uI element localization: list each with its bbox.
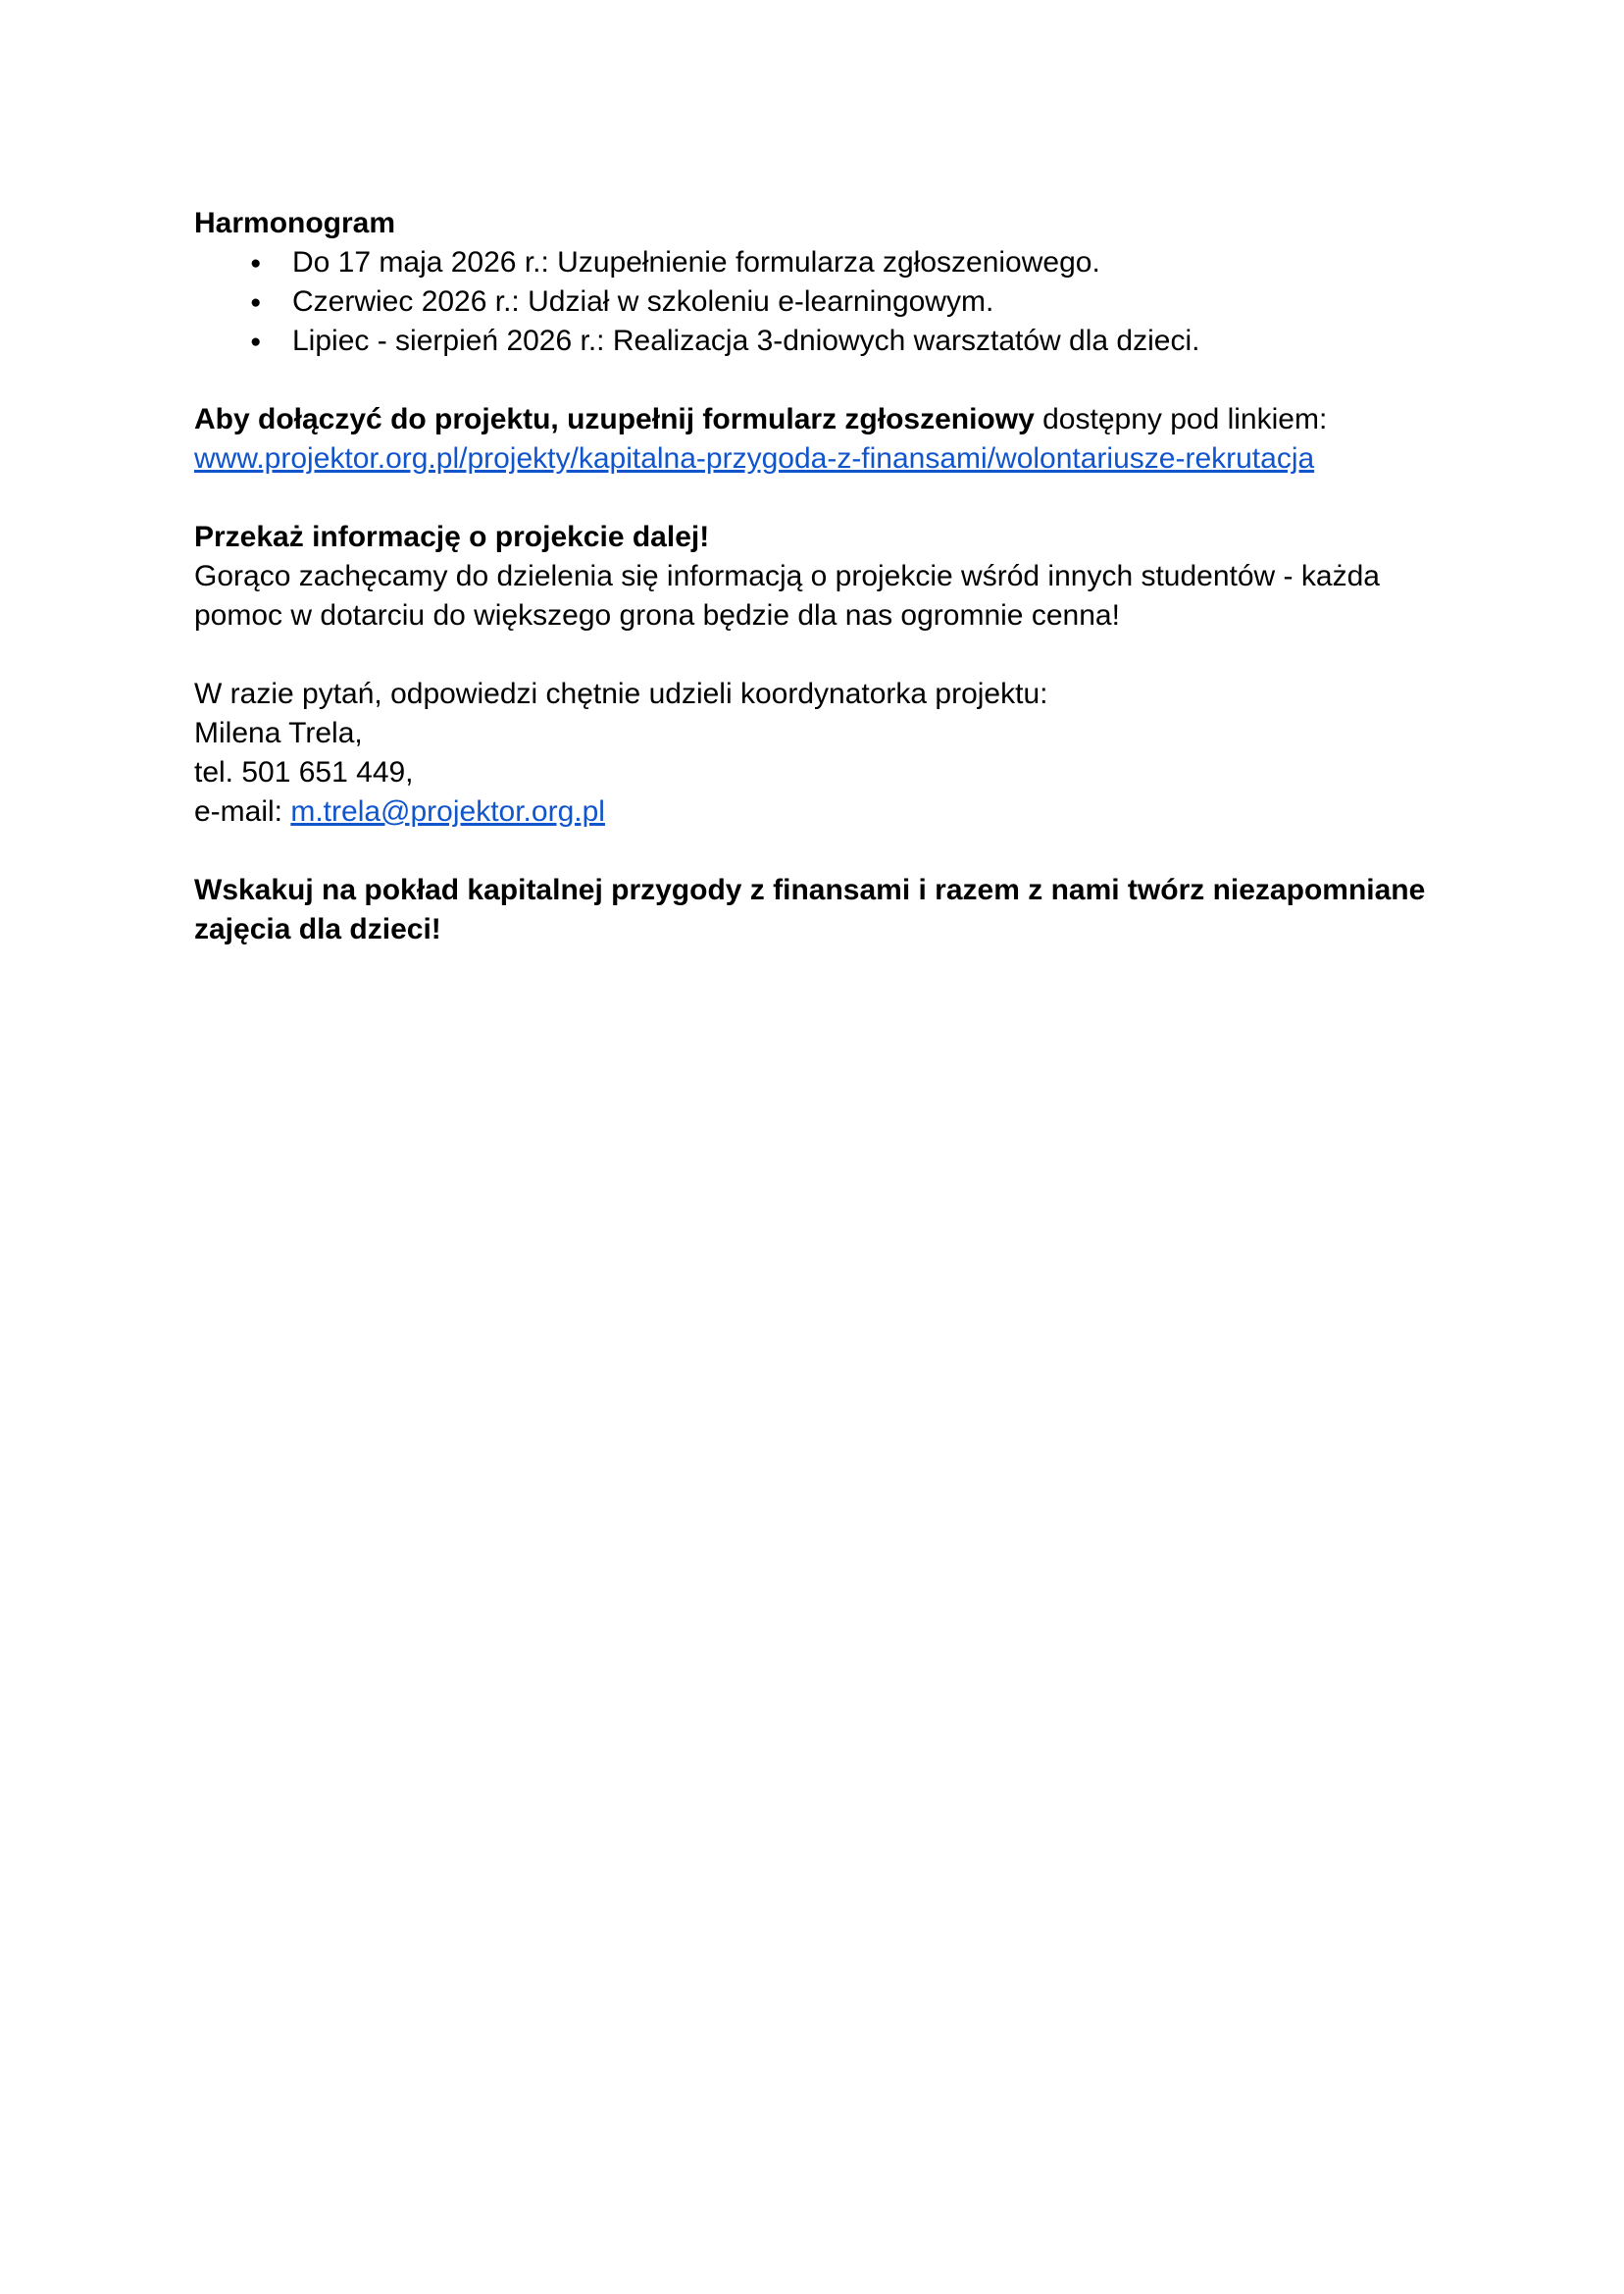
- contact-phone: tel. 501 651 449,: [194, 756, 414, 789]
- list-item: ● Do 17 maja 2026 r.: Uzupełnienie formularza zgłoszeniowego.: [194, 243, 1432, 282]
- signup-form-link[interactable]: www.projektor.org.pl/projekty/kapitalna-przygoda-z-finansami/wolontariusze-rekrutacja: [194, 442, 1315, 475]
- share-section: [194, 518, 1432, 636]
- list-item: ● Czerwiec 2026 r.: Udział w szkoleniu e-learningowym.: [194, 282, 1432, 322]
- share-heading: Przekaż informację o projekcie dalej!: [194, 521, 710, 553]
- schedule-heading: Harmonogram: [194, 207, 396, 239]
- contact-name: Milena Trela,: [194, 717, 363, 749]
- list-item: ● Lipiec - sierpień 2026 r.: Realizacja 3-dniowych warsztatów dla dzieci.: [194, 322, 1432, 361]
- join-section: [194, 400, 1432, 479]
- schedule-section: [194, 204, 1432, 361]
- share-body: Gorąco zachęcamy do dzielenia się informacją o projekcie wśród innych studentów - każda pomoc w dotarciu do większego grona będzie dla nas ogromnie cenna!: [194, 560, 1380, 632]
- contact-section: [194, 675, 1432, 832]
- closing-section: [194, 871, 1432, 949]
- email-label: e-mail:: [194, 795, 291, 828]
- closing-text: Wskakuj na pokład kapitalnej przygody z finansami i razem z nami twórz niezapomniane zajęcia dla dzieci!: [194, 874, 1426, 945]
- schedule-list: [194, 243, 1432, 361]
- contact-intro: W razie pytań, odpowiedzi chętnie udzieli koordynatorka projektu:: [194, 678, 1048, 710]
- contact-email-line: [194, 792, 1432, 832]
- join-bold-text: Aby dołączyć do projektu, uzupełnij formularz zgłoszeniowy: [194, 403, 1035, 435]
- document-body: [194, 204, 1432, 989]
- join-paragraph: [194, 400, 1432, 479]
- email-link[interactable]: m.trela@projektor.org.pl: [290, 795, 605, 828]
- join-rest-text: dostępny pod linkiem:: [1034, 403, 1328, 435]
